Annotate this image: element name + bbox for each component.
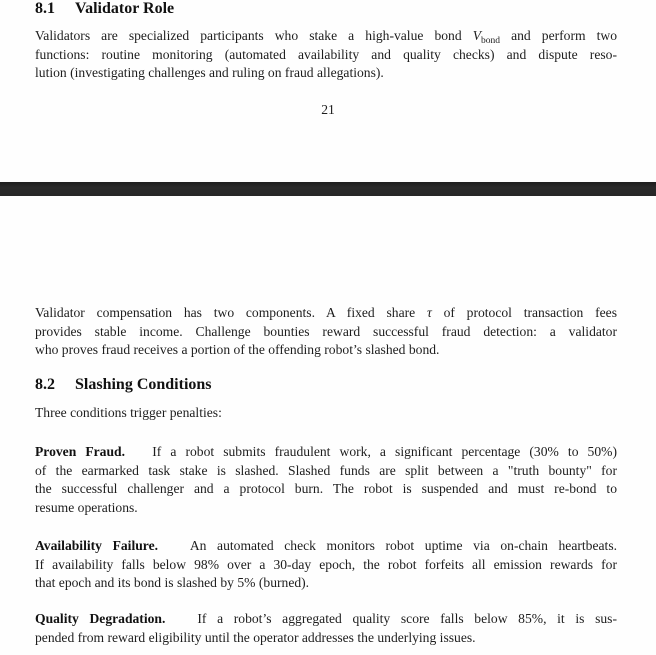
condition-label: Quality Degradation. bbox=[35, 611, 166, 626]
text-line: resume operations. bbox=[35, 499, 138, 515]
document-page-21 bbox=[0, 0, 656, 182]
section-title: Validator Role bbox=[75, 0, 175, 17]
validator-role-paragraph bbox=[35, 27, 617, 83]
text-line: the successful challenger and a protocol burn. The robot is suspended and must re-bond to bbox=[35, 481, 617, 497]
text-line: Quality Degradation. If a robot’s aggregated quality score falls below 85%, it is sus- bbox=[35, 611, 617, 626]
condition-quality-degradation bbox=[35, 610, 617, 647]
compensation-paragraph bbox=[35, 304, 617, 360]
text-line: Availability Failure. An automated check monitors robot uptime via on-chain heartbeats. bbox=[35, 538, 618, 553]
section-heading-8-1 bbox=[35, 0, 174, 18]
text-line: of the earmarked task stake is slashed. Slashed funds are split between a "truth bounty" for bbox=[35, 462, 617, 478]
slashing-intro: Three conditions trigger penalties: bbox=[35, 405, 222, 420]
section-number: 8.1 bbox=[35, 0, 55, 17]
condition-proven-fraud bbox=[35, 443, 617, 517]
condition-availability-failure bbox=[35, 537, 617, 593]
text-line: provides stable income. Challenge bounties reward successful fraud detection: a validator bbox=[35, 323, 617, 339]
text-line: that epoch and its bond is slashed by 5% (burned). bbox=[35, 575, 310, 591]
section-title: Slashing Conditions bbox=[75, 376, 212, 393]
text-line: If availability falls below 98% over a 30-day epoch, the robot forfeits all emission rewards for bbox=[35, 556, 617, 572]
text-line: lution (investigating challenges and ruling on fraud allegations). bbox=[35, 65, 384, 81]
page-number: 21 bbox=[321, 102, 335, 117]
section-number: 8.2 bbox=[35, 376, 55, 393]
tau-symbol: τ bbox=[426, 305, 432, 320]
condition-label: Availability Failure. bbox=[35, 538, 159, 553]
document-page-22 bbox=[0, 196, 656, 655]
text-line: who proves fraud receives a portion of the offending robot’s slashed bond. bbox=[35, 342, 440, 358]
text-line: Proven Fraud. If a robot submits fraudulent work, a significant percentage (30% to 50%) bbox=[35, 444, 618, 459]
text-line: functions: routine monitoring (automated availability and quality checks) and dispute reso- bbox=[35, 46, 617, 62]
text-line: Validator compensation has two components. A fixed share τ of protocol transaction fees bbox=[35, 305, 617, 320]
page-separator bbox=[0, 182, 656, 196]
text-line: pended from reward eligibility until the operator addresses the underlying issues. bbox=[35, 629, 476, 645]
v-bond-symbol: $V_{bond}$ bbox=[472, 28, 501, 46]
section-heading-8-2 bbox=[35, 376, 212, 394]
text-line: Validators are specialized participants who stake a high-value bond $V_{bond}$ and perform two bbox=[35, 28, 617, 46]
condition-label: Proven Fraud. bbox=[35, 444, 126, 459]
